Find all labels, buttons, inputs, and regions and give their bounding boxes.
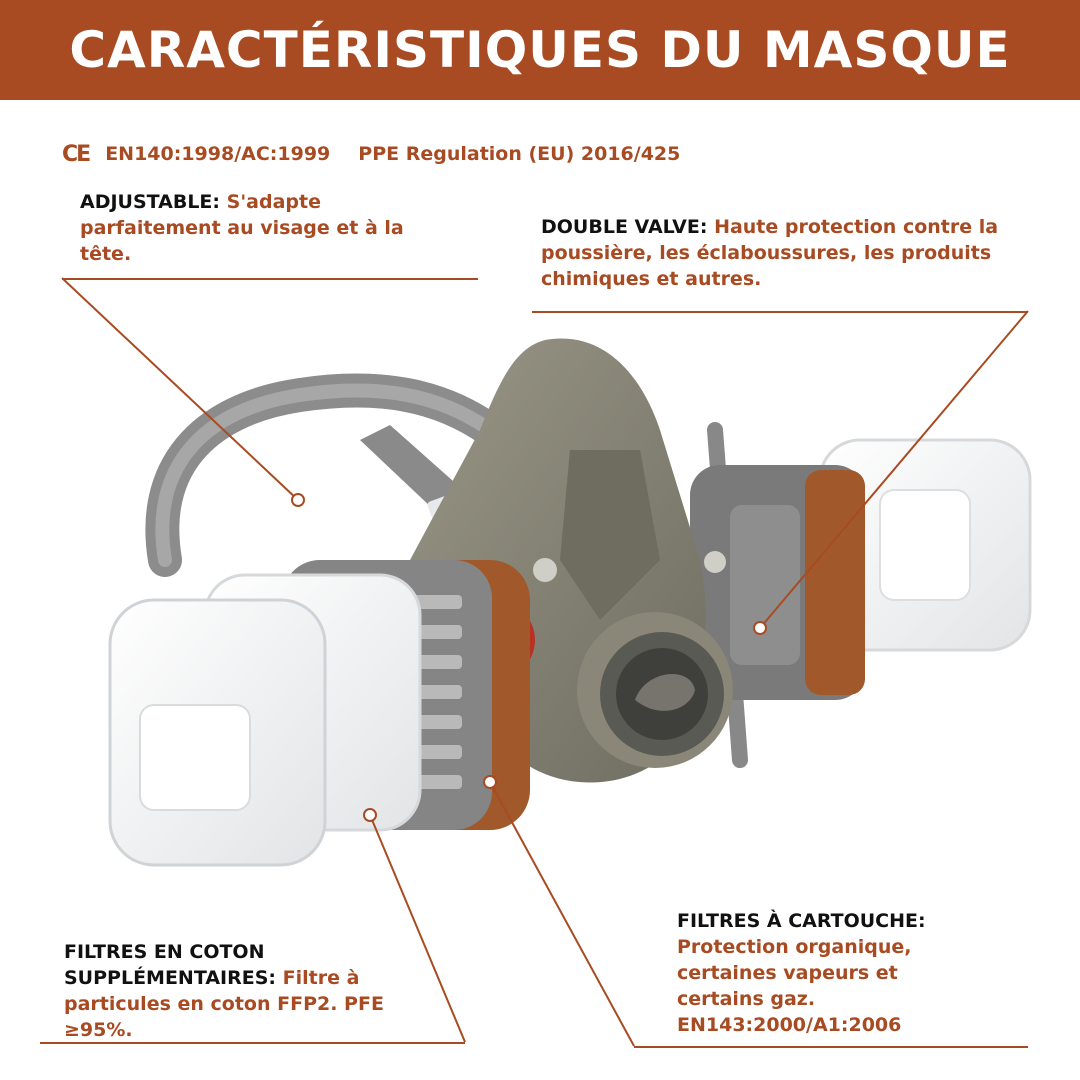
feature-text: S'adapte parfaitement au visage et à la tête. [80,191,404,265]
ce-mark-icon: CE [62,141,90,167]
feature-text: Protection organique, certaines vapeurs et certains gaz. EN143:2000/A1:2006 [677,936,912,1036]
feature-label: FILTRES EN COTON SUPPLÉMENTAIRES: [64,941,276,989]
feature-label: FILTRES À CARTOUCHE: [677,910,926,932]
feature-text: Haute protection contre la poussière, les éclaboussures, les produits chimiques et autres. [541,216,999,290]
page-title: CARACTÉRISTIQUES DU MASQUE [69,21,1011,79]
standard-text: EN140:1998/AC:1999 [105,143,331,165]
feature-label: DOUBLE VALVE: [541,216,708,238]
feature-label: ADJUSTABLE: [80,191,221,213]
feature-text: Filtre à particules en coton FFP2. PFE ≥95%. [64,967,384,1041]
regulation-text: PPE Regulation (EU) 2016/425 [358,143,681,165]
